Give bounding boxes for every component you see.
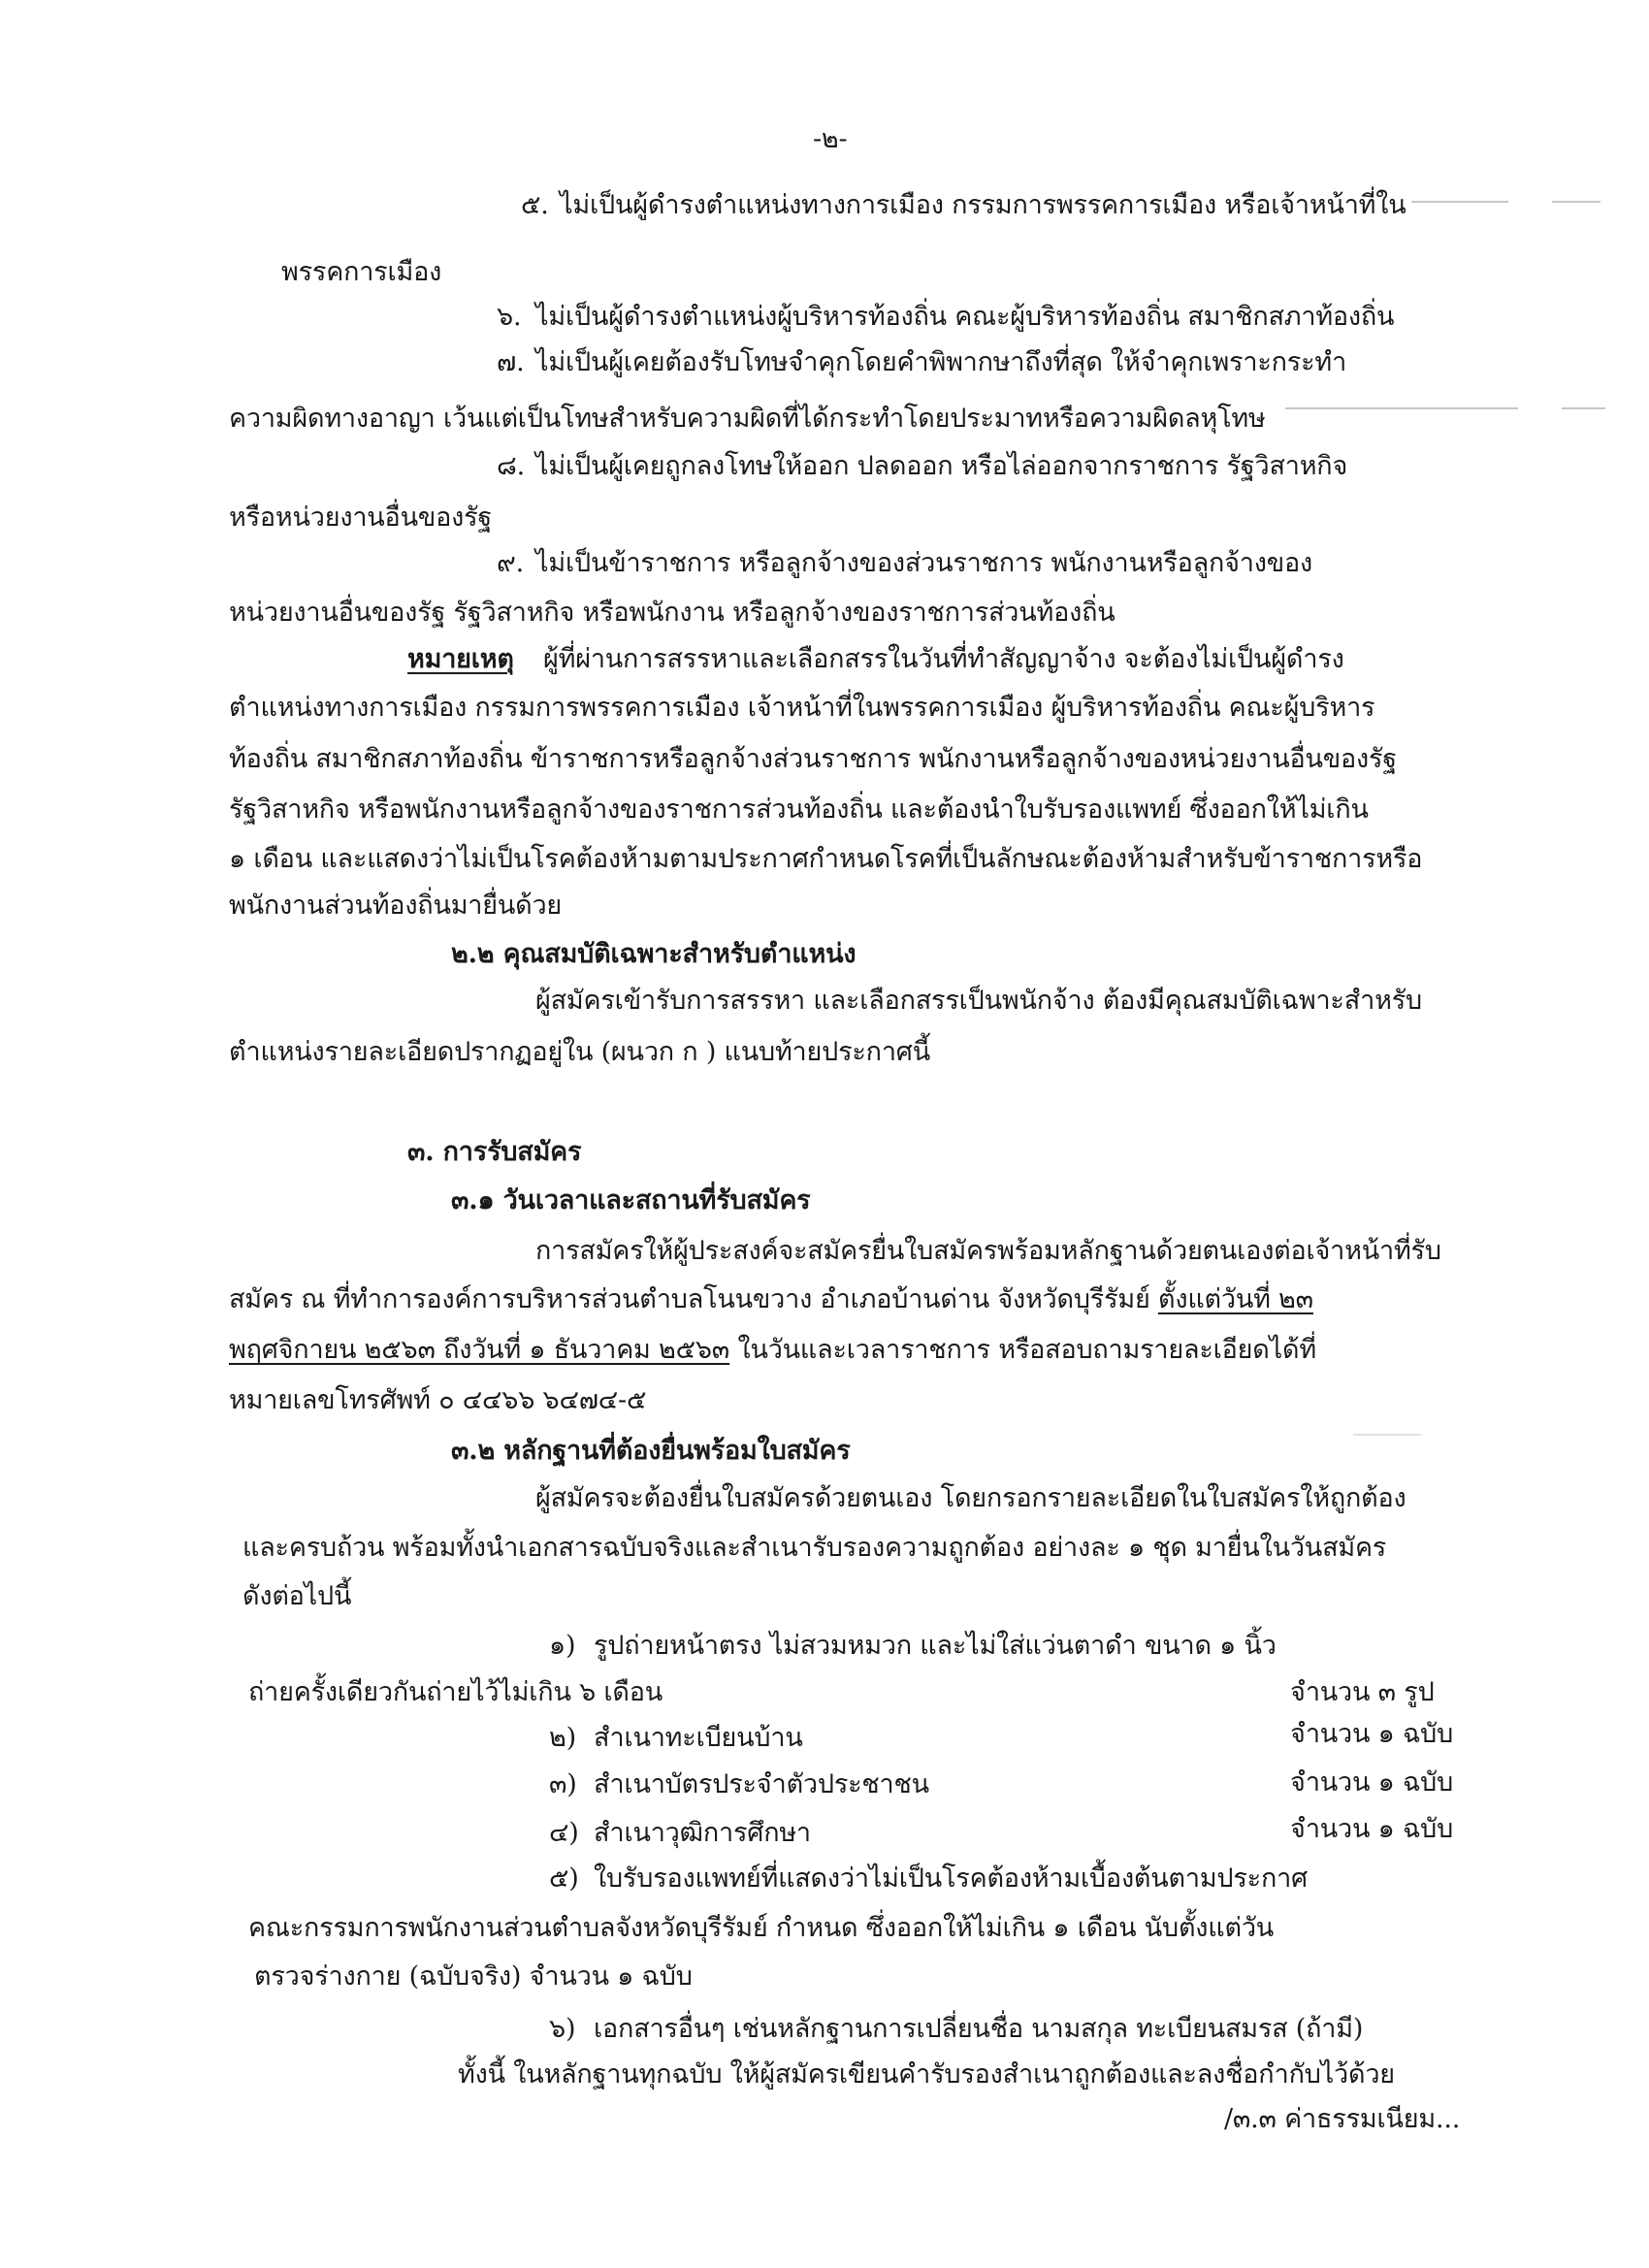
item-9-number: ๙. (497, 548, 524, 578)
item-7-number: ๗. (497, 347, 525, 377)
remark-label: หมายเหตุ (407, 644, 514, 674)
contact-phone: หมายเลขโทรศัพท์ ๐ ๔๔๖๖ ๖๔๗๔-๕ (229, 1385, 647, 1415)
item-6-number: ๖. (497, 302, 522, 332)
scan-noise (1353, 1434, 1421, 1436)
closing-note: ทั้งนี้ ในหลักฐานทุกฉบับ ให้ผู้สมัครเขียนคำรับรองสำเนาถูกต้องและลงชื่อกำกับไว้ด้วย (458, 2059, 1395, 2090)
section-3-2-heading: ๓.๒ หลักฐานที่ต้องยื่นพร้อมใบสมัคร (451, 1436, 851, 1466)
page-number: -๒- (813, 124, 848, 154)
doc-1-text-cont: ถ่ายครั้งเดียวกันถ่ายไว้ไม่เกิน ๖ เดือน (248, 1677, 663, 1707)
doc-5-text: ใบรับรองแพทย์ที่แสดงว่าไม่เป็นโรคต้องห้ามเบื้องต้นตามประกาศ (594, 1863, 1309, 1894)
doc-2-quantity: จำนวน ๑ ฉบับ (1290, 1719, 1454, 1749)
item-7-text-cont: ความผิดทางอาญา เว้นแต่เป็นโทษสำหรับความผิดที่ได้กระทำโดยประมาทหรือความผิดลหุโทษ (229, 404, 1266, 434)
section-3-1-line: การสมัครให้ผู้ประสงค์จะสมัครยื่นใบสมัครพร้อมหลักฐานด้วยตนเองต่อเจ้าหน้าที่รับ (535, 1236, 1441, 1266)
item-9-text: ไม่เป็นข้าราชการ หรือลูกจ้างของส่วนราชการ พนักงานหรือลูกจ้างของ (535, 548, 1312, 578)
section-3-2-line: ผู้สมัครจะต้องยื่นใบสมัครด้วยตนเอง โดยกรอกรายละเอียดในใบสมัครให้ถูกต้อง (535, 1483, 1406, 1513)
remark-line: รัฐวิสาหกิจ หรือพนักงานหรือลูกจ้างของราชการส่วนท้องถิ่น และต้องนำใบรับรองแพทย์ ซึ่งออกให้ไม่เกิน (229, 794, 1369, 825)
section-2-2-heading: ๒.๒ คุณสมบัติเฉพาะสำหรับตำแหน่ง (451, 939, 857, 969)
section-2-2-line: ตำแหน่งรายละเอียดปรากฏอยู่ใน (ผนวก ก ) แนบท้ายประกาศนี้ (229, 1037, 930, 1067)
doc-5-text-cont: คณะกรรมการพนักงานส่วนตำบลจังหวัดบุรีรัมย์ กำหนด ซึ่งออกให้ไม่เกิน ๑ เดือน นับตั้งแต่วัน (248, 1913, 1275, 1943)
remark-line: ท้องถิ่น สมาชิกสภาท้องถิ่น ข้าราชการหรือลูกจ้างส่วนราชการ พนักงานหรือลูกจ้างของหน่วยงานอื่นของรัฐ (229, 744, 1397, 774)
section-3-1-heading: ๓.๑ วันเวลาและสถานที่รับสมัคร (451, 1185, 811, 1215)
scan-noise (1562, 407, 1605, 409)
doc-6-text: เอกสารอื่นๆ เช่นหลักฐานการเปลี่ยนชื่อ นามสกุล ทะเบียนสมรส (ถ้ามี) (594, 2014, 1364, 2044)
doc-3-number: ๓) (549, 1769, 577, 1799)
remark-line: ตำแหน่งทางการเมือง กรรมการพรรคการเมือง เจ้าหน้าที่ในพรรคการเมือง ผู้บริหารท้องถิ่น คณะผู้บริหาร (229, 693, 1375, 723)
doc-4-number: ๔) (549, 1818, 579, 1848)
item-8-text: ไม่เป็นผู้เคยถูกลงโทษให้ออก ปลดออก หรือไล่ออกจากราชการ รัฐวิสาหกิจ (535, 451, 1348, 481)
item-5-text-cont: พรรคการเมือง (281, 257, 442, 287)
application-period-start: ตั้งแต่วันที่ ๒๓ (1158, 1284, 1313, 1314)
item-8-text-cont: หรือหน่วยงานอื่นของรัฐ (229, 502, 493, 533)
section-3-1-line (229, 1280, 1313, 1319)
doc-1-quantity: จำนวน ๓ รูป (1290, 1677, 1435, 1707)
application-hours: ในวันและเวลาราชการ หรือสอบถามรายละเอียดได้ที่ (729, 1335, 1316, 1365)
section-2-2-line: ผู้สมัครเข้ารับการสรรหา และเลือกสรรเป็นพนักจ้าง ต้องมีคุณสมบัติเฉพาะสำหรับ (535, 986, 1422, 1016)
doc-1-number: ๑) (549, 1631, 576, 1661)
remark-line: ผู้ที่ผ่านการสรรหาและเลือกสรรในวันที่ทำสัญญาจ้าง จะต้องไม่เป็นผู้ดำรง (543, 644, 1344, 674)
section-3-2-line: และครบถ้วน พร้อมทั้งนำเอกสารฉบับจริงและสำเนารับรองความถูกต้อง อย่างละ ๑ ชุด มายื่นในวันสมัคร (242, 1533, 1387, 1563)
scan-noise (1411, 201, 1508, 203)
section-3-2-line: ดังต่อไปนี้ (242, 1581, 352, 1611)
doc-1-text: รูปถ่ายหน้าตรง ไม่สวมหมวก และไม่ใส่แว่นตาดำ ขนาด ๑ นิ้ว (594, 1631, 1277, 1661)
doc-2-number: ๒) (549, 1723, 576, 1753)
scan-noise (1552, 201, 1600, 203)
item-6-text: ไม่เป็นผู้ดำรงตำแหน่งผู้บริหารท้องถิ่น คณะผู้บริหารท้องถิ่น สมาชิกสภาท้องถิ่น (535, 302, 1395, 332)
section-3-heading: ๓. การรับสมัคร (407, 1137, 582, 1167)
doc-5-number: ๕) (549, 1863, 579, 1894)
doc-4-text: สำเนาวุฒิการศึกษา (594, 1818, 811, 1848)
section-3-1-line (229, 1331, 1316, 1370)
doc-5-text-cont: ตรวจร่างกาย (ฉบับจริง) จำนวน ๑ ฉบับ (254, 1961, 693, 1992)
doc-2-text: สำเนาทะเบียนบ้าน (594, 1723, 803, 1753)
doc-4-quantity: จำนวน ๑ ฉบับ (1290, 1814, 1454, 1844)
item-5-number: ๕. (521, 190, 549, 220)
item-8-number: ๘. (497, 451, 526, 481)
scan-noise (1285, 407, 1518, 409)
application-place: สมัคร ณ ที่ทำการองค์การบริหารส่วนตำบลโนนขวาง อำเภอบ้านด่าน จังหวัดบุรีรัมย์ (229, 1284, 1158, 1314)
remark-line: ๑ เดือน และแสดงว่าไม่เป็นโรคต้องห้ามตามประกาศกำหนดโรคที่เป็นลักษณะต้องห้ามสำหรับข้าราชการหรือ (229, 844, 1423, 874)
continuation-marker: /๓.๓ ค่าธรรมเนียม... (1224, 2104, 1461, 2134)
doc-6-number: ๖) (549, 2014, 576, 2044)
item-9-text-cont: หน่วยงานอื่นของรัฐ รัฐวิสาหกิจ หรือพนักงาน หรือลูกจ้างของราชการส่วนท้องถิ่น (229, 598, 1116, 628)
remark-line: พนักงานส่วนท้องถิ่นมายื่นด้วย (229, 891, 563, 921)
item-5-text: ไม่เป็นผู้ดำรงตำแหน่งทางการเมือง กรรมการพรรคการเมือง หรือเจ้าหน้าที่ใน (560, 190, 1406, 220)
application-period-end: พฤศจิกายน ๒๕๖๓ ถึงวันที่ ๑ ธันวาคม ๒๕๖๓ (229, 1335, 730, 1365)
doc-3-text: สำเนาบัตรประจำตัวประชาชน (594, 1769, 929, 1799)
doc-3-quantity: จำนวน ๑ ฉบับ (1290, 1767, 1454, 1798)
item-7-text: ไม่เป็นผู้เคยต้องรับโทษจำคุกโดยคำพิพากษาถึงที่สุด ให้จำคุกเพราะกระทำ (535, 347, 1347, 377)
